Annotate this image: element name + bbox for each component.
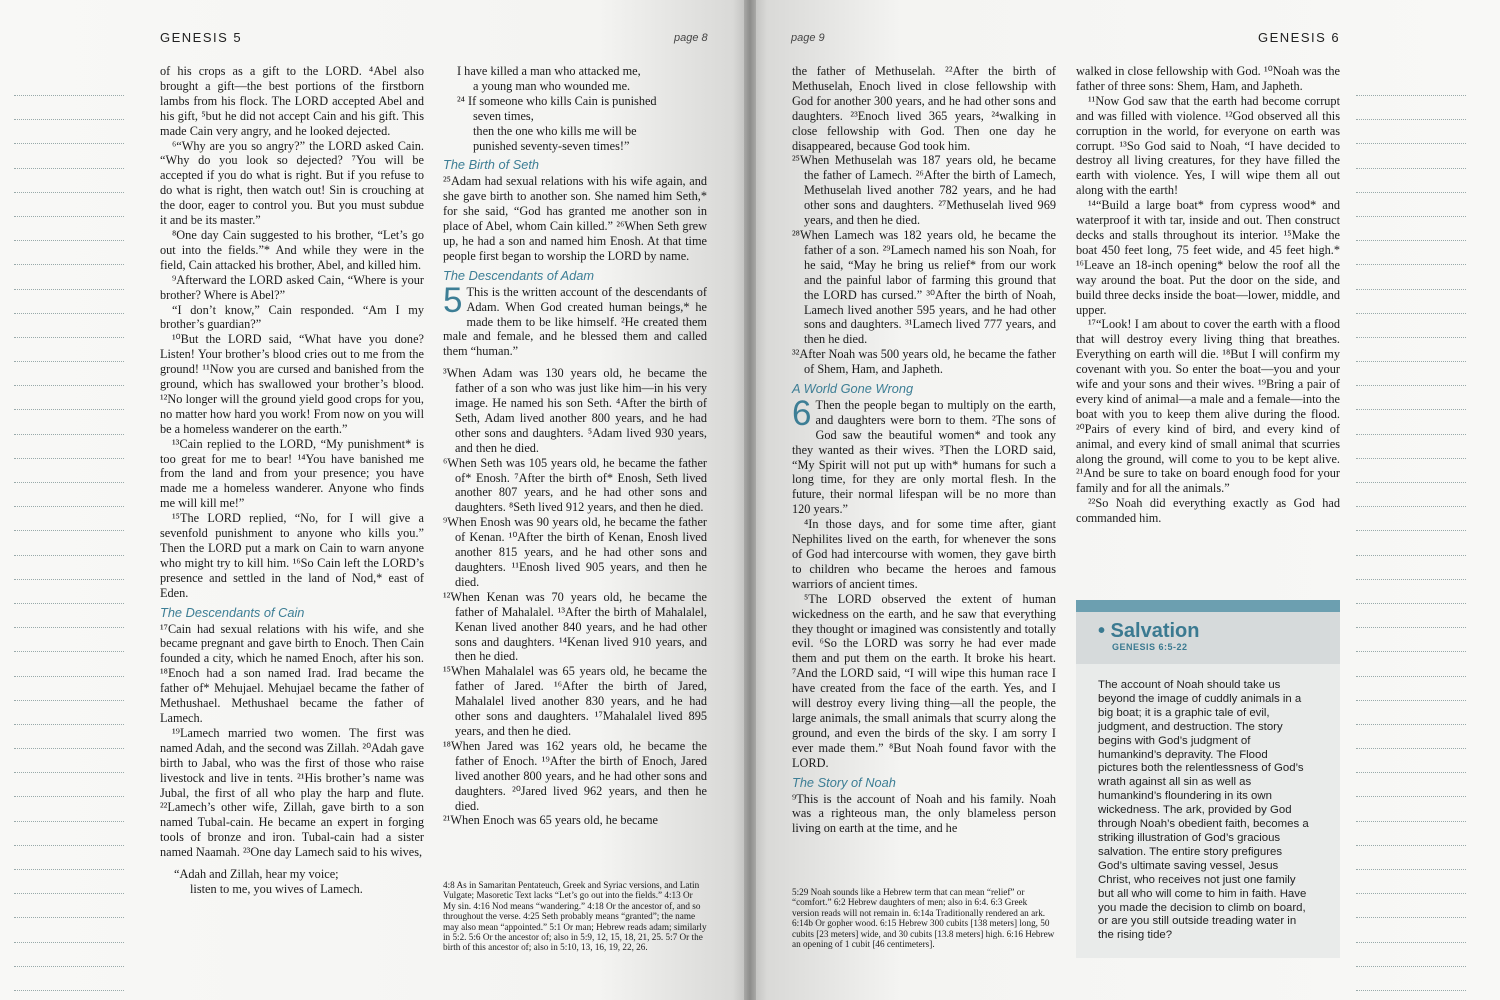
note-line [1356,249,1466,265]
verse-paragraph: ¹⁸When Jared was 162 years old, he became the father of Enoch. ¹⁹After the birth of Enoch, Jared lived another 800 years, and he had other sons and daughters. ²⁰Jared lived 962 years, and then he died. [443,738,707,813]
note-line [1356,781,1466,797]
verse-paragraph: ⁶“Why are you so angry?” the LORD asked Cain. “Why do you look so dejected? ⁷You will be accepted if you do what is right. But if you refuse to do what is right, then watch out! Sin is crouching at the door, eager to control you. But you must subdue it and be its master.” [160,138,424,228]
note-line [14,515,124,531]
note-line [14,733,124,749]
note-line [1356,443,1466,459]
verse-paragraph: ⁶When Seth was 105 years old, he became the father of* Enosh. ⁷After the birth of* Enosh, Seth lived another 807 years, and he had other sons and daughters. ⁸Seth lived 912 years, and then he died. [443,455,707,515]
note-line [1356,491,1466,507]
note-line [14,951,124,967]
note-line [14,588,124,604]
footnotes-left: 4:8 As in Samaritan Pentateuch, Greek and Syriac versions, and Latin Vulgate; Masoretic Text lacks “Let’s go out into the fields.” 4:13 Or My sin. 4:16 Nod means “wandering.” 4:18 Or the ancestor of, and so throughout the verse. 4:25 Seth probably means “granted”; the name may also mean “appointed.” 5:1 Or man; Hebrew reads adam; similarly in 5:2. 5:6 Or the ancestor of; also in 5:9, 12, 15, 18, 21, 25. 5:7 Or the birth of this ancestor of; also in 5:10, 13, 16, 19, 22, 26. [443,880,707,953]
sidebar-body: The account of Noah should take us beyond the image of cuddly animals in a big boat; it is a graphic tale of evil, judgment, and destruction. The story begins with God’s judgment of humankind’s depravity. The Flood pictures both the relentlessness of God’s wrath against all sin as well as humankind’s floundering in its own wickedness. The ark, provided by God through Noah’s obedient faith, becomes a striking illustration of God’s gracious salvation. The entire story prefigures God’s ultimate saving vessel, Jesus Christ, who receives not just one family but all who will come to him in faith. Have you made the decision to climb on board, or are you still outside treading water in the rising tide? [1098,679,1309,942]
note-line [1356,104,1466,120]
note-line [1356,394,1466,410]
note-line [1356,419,1466,435]
note-line [14,975,124,991]
note-line [14,830,124,846]
note-line [1356,709,1466,725]
chapter-opening-paragraph [443,280,707,360]
verse-paragraph: ³When Adam was 130 years old, he became the father of a son who was just like him—in his very image. He named his son Seth. ⁴After the birth of Seth, Adam lived another 800 years, and he had other sons and daughters. ⁵Adam lived 930 years, and then he died. [443,366,707,455]
note-line [14,104,124,120]
left-page [0,0,748,1000]
section-heading: The Descendants of Cain [160,604,305,620]
note-line [1356,975,1466,991]
paragraph-gap [443,359,707,366]
poetry-line: a young man who wounded me. [473,78,631,93]
note-line [1356,806,1466,822]
note-line [14,491,124,507]
poetry-line: “Adah and Zillah, hear my voice; [174,867,339,882]
note-line [14,128,124,144]
note-line [1356,540,1466,556]
verse-paragraph: ¹⁴“Build a large boat* from cypress wood* and waterproof it with tar, inside and out. Then construct decks and stalls throughout its interior. ¹⁵Make the boat 450 feet long, 75 feet wide, and 45 feet high.* ¹⁶Leave an 18-inch opening* below the roof all the way around the boat. Put the door on the side, and build three decks inside the boat—lower, middle, and upper. [1076,198,1340,317]
note-line [14,419,124,435]
poetry-line: seven times, [473,108,534,123]
note-line [14,370,124,386]
verse-paragraph: ¹⁵The LORD replied, “No, for I will give a sevenfold punishment to anyone who kills you.” Then the LORD put a mark on Cain to warn anyone who might try to kill him. ¹⁶So Cain left the LORD’s presence and settled in the land of Nod,* east of Eden. [160,511,424,600]
verse-paragraph: ⁵The LORD observed the extent of human wickedness on the earth, and he saw that everything they thought or imagined was consistently and totally evil. ⁶So the LORD was sorry he had ever made them and put them on the earth. It broke his heart. ⁷And the LORD said, “I will wipe this human race I have created from the face of the earth. Yes, and I will destroy every living thing—all the people, the large animals, the small animals that scurry along the ground, and even the birds of the sky. I am sorry I ever made them.” ⁸But Noah found favor with the LORD. [792,591,1056,770]
section-heading: The Descendants of Adam [443,267,595,283]
poetry-line: ²⁴ If someone who kills Cain is punished [457,93,657,108]
right-column-2 [1076,64,1340,526]
poetry-line: listen to me, you wives of Lamech. [190,881,363,896]
verse-paragraph: ¹⁵When Mahalalel was 65 years old, he became the father of Jared. ¹⁶After the birth of Jared, Mahalalel lived another 830 years, and he had other sons and daughters. ¹⁷Mahalalel lived 895 years, and then he died. [443,664,707,738]
note-line [1356,636,1466,652]
note-line [14,781,124,797]
note-line [1356,322,1466,338]
note-line [1356,564,1466,580]
note-line [1356,878,1466,894]
chapter-opening-text: Then the people began to multiply on the earth, and daughters were born to them. ²The sons of God saw the beautiful women* and took any they wanted as their wives. ³Then the LORD said, “My Spirit will not put up with* humans for such a long time, for they are only mortal flesh. In the future, their normal lifespan will be no more than 120 years.” [792,397,1056,517]
verse-paragraph: ¹⁹Lamech married two women. The first was named Adah, and the second was Zillah. ²⁰Adah gave birth to Jabal, who was the first of those who raise livestock and live in tents. ²¹His brother’s name was Jubal, the first of all who play the harp and flute. ²²Lamech’s other wife, Zillah, gave birth to a son named Tubal-cain. He became an expert in forging tools of bronze and iron. Tubal-cain had a sister named Naamah. ²³One day Lamech said to his wives, [160,725,424,860]
page-number-right: page 9 [791,32,825,44]
section-heading: The Birth of Seth [443,157,540,173]
note-line [14,757,124,773]
verse-paragraph: ⁸One day Cain suggested to his brother, “Let’s go out into the fields.”* And while they were in the field, Cain attacked his brother, Abel, and killed him. [160,227,424,272]
verse-paragraph: of his crops as a gift to the LORD. ⁴Abel also brought a gift—the best portions of the firstborn lambs from his flock. The LORD accepted Abel and his gift, ⁵but he did not accept Cain and his gift. This made Cain very angry, and he looked dejected. [160,64,424,138]
running-head-left: GENESIS 5 [160,30,243,45]
note-line [14,540,124,556]
chapter-opening-text: This is the written account of the descendants of Adam. When God created human beings,* he made them to be like himself. ²He created them male and female, and he blessed them and called them “human.” [443,284,707,359]
sidebar-top-bar [1076,600,1340,612]
chapter-number: 6 [792,393,812,433]
verse-paragraph: ²⁸When Lamech was 182 years old, he became the father of a son. ²⁹Lamech named his son Noah, for he said, “May he bring us relief* from our work and the painful labor of farming this ground that the LORD has cursed.” ³⁰After the birth of Noah, Lamech lived another 595 years, and he had other sons and daughters. ³¹Lamech lived 777 years, and then he died. [792,227,1056,347]
note-line [1356,612,1466,628]
verse-paragraph: ⁴In those days, and for some time after, giant Nephilites lived on the earth, for whenever the sons of God had intercourse with women, they gave birth to children who became the heroes and famous warriors of ancient times. [792,517,1056,591]
poetry-line: then the one who kills me will be [473,123,637,138]
verse-paragraph: ¹⁰But the LORD said, “What have you done? Listen! Your brother’s blood cries out to me from the ground! ¹¹Now you are cursed and banished from the ground, which has swallowed your brother’s blood. ¹²No longer will the ground yield good crops for you, no matter how hard you work! From now on you will be a homeless wanderer on the earth.” [160,332,424,436]
verse-paragraph: ⁹This is the account of Noah and his family. Noah was a righteous man, the only blameless person living on earth at the time, and he [792,791,1056,836]
note-line [1356,854,1466,870]
note-line [14,274,124,290]
note-lines-left [14,80,124,999]
running-head-right: GENESIS 6 [1258,30,1341,45]
note-line [14,394,124,410]
paragraph-gap [160,860,424,867]
note-line [14,249,124,265]
note-line [14,878,124,894]
note-line [1356,274,1466,290]
right-column-1 [792,64,1056,836]
verse-paragraph: ²²So Noah did everything exactly as God had commanded him. [1076,496,1340,526]
verse-paragraph: ²⁵When Methuselah was 187 years old, he became the father of Lamech. ²⁶After the birth of Lamech, Methuselah lived another 782 years, and he had other sons and daughters. ²⁷Methuselah lived 969 years, and then he died. [792,153,1056,228]
note-line [14,564,124,580]
verse-paragraph: walked in close fellowship with God. ¹⁰Noah was the father of three sons: Shem, Ham, and Japheth. [1076,64,1340,93]
verse-paragraph: ¹²When Kenan was 70 years old, he became the father of Mahalalel. ¹³After the birth of Mahalalel, Kenan lived another 840 years, and he had other sons and daughters. ¹⁴Kenan lived 910 years, and then he died. [443,589,707,664]
verse-paragraph: ¹⁷Cain had sexual relations with his wife, and she became pregnant and gave birth to Enoch. Then Cain founded a city, which he named Enoch, after his son. ¹⁸Enoch had a son named Irad. Irad became the father of* Mehujael. Mehujael became the father of Methushael. Methushael became the father of Lamech. [160,621,424,725]
note-line [14,153,124,169]
note-line [1356,177,1466,193]
note-line [14,927,124,943]
verse-paragraph: ⁹Afterward the LORD asked Cain, “Where is your brother? Where is Abel?” [160,272,424,302]
sidebar-header [1076,612,1340,664]
note-line [14,80,124,96]
poetry-line: I have killed a man who attacked me, [457,64,641,78]
sidebar-title: • Salvation [1098,620,1200,642]
note-line [1356,346,1466,362]
verse-paragraph: ¹³Cain replied to the LORD, “My punishment* is too great for me to bear! ¹⁴You have banished me from the land and from your presence; you have made me a homeless wanderer. Anyone who finds me will kill me!” [160,436,424,511]
note-line [1356,902,1466,918]
verse-paragraph: “I don’t know,” Cain responded. “Am I my brother’s guardian?” [160,302,424,332]
verse-paragraph: ²¹When Enoch was 65 years old, he became [443,813,658,828]
salvation-sidebar [1076,600,1340,958]
note-line [14,854,124,870]
verse-paragraph: the father of Methuselah. ²²After the birth of Methuselah, Enoch lived in close fellowship with God for another 300 years, and he had other sons and daughters. ²³Enoch lived 365 years, ²⁴walking in close fellowship with God. Then one day he disappeared, because God took him. [792,64,1056,153]
verse-paragraph: ²⁵Adam had sexual relations with his wife again, and she gave birth to another son. She named him Seth,* for she said, “God has granted me another son in place of Abel, whom Cain killed.” ²⁶When Seth grew up, he had a son and named him Enosh. At that time people first began to worship the LORD by name. [443,174,707,263]
note-line [14,322,124,338]
note-line [1356,201,1466,217]
note-line [1356,757,1466,773]
note-line [14,177,124,193]
section-heading: The Story of Noah [792,774,896,790]
note-lines-right [1356,80,1466,999]
note-line [1356,298,1466,314]
note-line [14,298,124,314]
note-line [14,346,124,362]
verse-paragraph: ⁹When Enosh was 90 years old, he became the father of Kenan. ¹⁰After the birth of Kenan, Enosh lived another 815 years, and he had other sons and daughters. ¹¹Enosh lived 905 years, and then he died. [443,515,707,589]
note-line [14,806,124,822]
book-gutter [744,0,756,1000]
note-line [1356,733,1466,749]
note-line [1356,515,1466,531]
section-heading: A World Gone Wrong [792,381,914,397]
note-line [1356,225,1466,241]
note-line [14,661,124,677]
left-column-1 [160,64,424,897]
note-line [1356,128,1466,144]
footnotes-right: 5:29 Noah sounds like a Hebrew term that can mean “relief” or “comfort.” 6:2 Hebrew daughters of men; also in 6:4. 6:3 Greek version reads will not remain in. 6:14a Traditionally rendered an ark. 6:14b Or gopher wood. 6:15 Hebrew 300 cubits [138 meters] long, 50 cubits [23 meters] wide, and 30 cubits [13.8 meters] high. 6:16 Hebrew an opening of 1 cubit [46 centimeters]. [792,887,1055,950]
note-line [14,902,124,918]
note-line [1356,661,1466,677]
chapter-opening-paragraph [792,393,1056,517]
note-line [1356,588,1466,604]
note-line [1356,80,1466,96]
note-line [1356,685,1466,701]
verse-paragraph: ¹¹Now God saw that the earth had become corrupt and was filled with violence. ¹²God observed all this corruption in the world, for everyone on earth was corrupt. ¹³So God said to Noah, “I have decided to destroy all living creatures, for they have filled the earth with violence. Yes, I will wipe them all out along with the earth! [1076,93,1340,198]
note-line [1356,951,1466,967]
chapter-number: 5 [443,280,463,320]
note-line [1356,153,1466,169]
left-column-2 [443,64,707,828]
note-line [14,685,124,701]
note-line [14,443,124,459]
note-line [14,612,124,628]
verse-paragraph: ³²After Noah was 500 years old, he became the father of Shem, Ham, and Japheth. [792,347,1056,377]
note-line [1356,927,1466,943]
verse-paragraph: ¹⁷“Look! I am about to cover the earth with a flood that will destroy every living thing that breathes. Everything on earth will die. ¹⁸But I will confirm my covenant with you. So enter the boat—you and your wife and your sons and their wives. ¹⁹Bring a pair of every kind of animal—a male and a female—into the boat with you to keep them alive during the flood. ²⁰Pairs of every kind of bird, and every kind of animal, and every kind of small animal that scurries along the ground, will come to you to be kept alive. ²¹And be sure to take on board enough food for your family and for all the animals.” [1076,317,1340,496]
right-page [752,0,1500,1000]
sidebar-reference: GENESIS 6:5-22 [1112,642,1188,652]
note-line [1356,467,1466,483]
note-line [1356,830,1466,846]
note-line [14,201,124,217]
poetry-line: punished seventy-seven times!” [473,138,630,153]
note-line [14,225,124,241]
note-line [14,709,124,725]
page-number-left: page 8 [674,32,708,44]
note-line [14,636,124,652]
note-line [14,467,124,483]
note-line [1356,370,1466,386]
